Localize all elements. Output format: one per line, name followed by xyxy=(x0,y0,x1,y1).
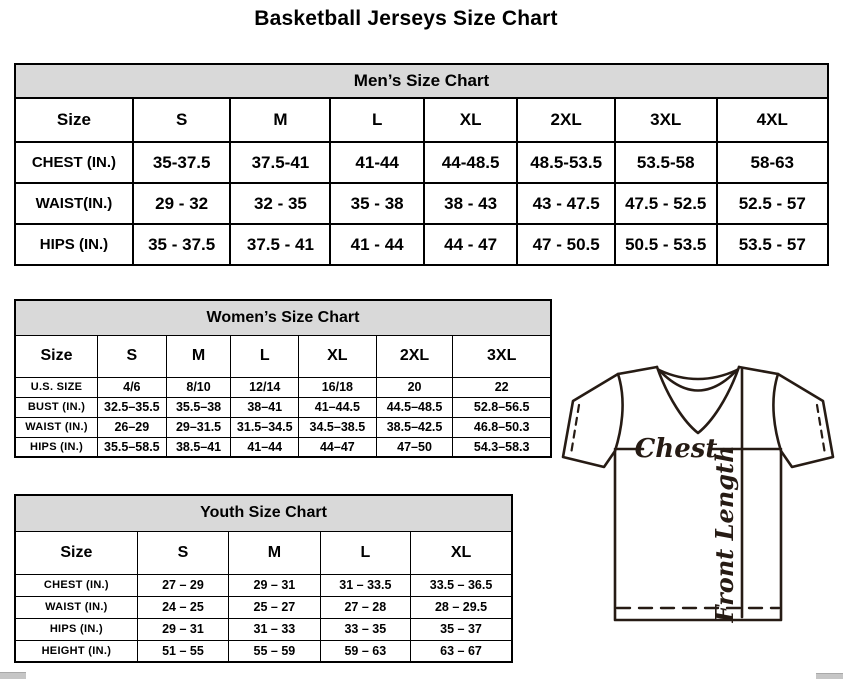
men-measurement-row xyxy=(15,142,828,183)
men-value-cell: 53.5-58 xyxy=(615,142,717,183)
horizontal-scrollbar-fragment-right[interactable] xyxy=(816,673,843,679)
men-row-label: HIPS (IN.) xyxy=(15,224,133,265)
youth-value-cell: 29 – 31 xyxy=(229,574,320,596)
men-value-cell: 44-48.5 xyxy=(424,142,517,183)
men-measurement-row xyxy=(15,224,828,265)
women-measurement-row xyxy=(15,417,551,437)
youth-chart-title: Youth Size Chart xyxy=(15,495,512,531)
youth-value-cell: 33.5 – 36.5 xyxy=(411,574,512,596)
youth-size-header-0: Size xyxy=(15,531,137,574)
youth-size-header-1: S xyxy=(137,531,228,574)
women-value-cell: 38.5–42.5 xyxy=(376,417,453,437)
front-length-label: Front Length xyxy=(710,445,739,623)
men-value-cell: 35-37.5 xyxy=(133,142,231,183)
women-row-label: U.S. SIZE xyxy=(15,377,98,397)
youth-value-cell: 63 – 67 xyxy=(411,640,512,662)
men-value-cell: 50.5 - 53.5 xyxy=(615,224,717,265)
women-size-header-5: 2XL xyxy=(376,335,453,377)
women-value-cell: 31.5–34.5 xyxy=(231,417,299,437)
men-value-cell: 52.5 - 57 xyxy=(717,183,828,224)
men-size-header-0: Size xyxy=(15,98,133,142)
left-armhole-seam xyxy=(615,374,623,451)
men-chart-title: Men’s Size Chart xyxy=(15,64,828,98)
men-size-header-4: XL xyxy=(424,98,517,142)
youth-size-header-3: L xyxy=(320,531,410,574)
v-neck-outline xyxy=(657,367,739,433)
youth-value-cell: 24 – 25 xyxy=(137,596,228,618)
men-size-header-1: S xyxy=(133,98,231,142)
women-value-cell: 38–41 xyxy=(231,397,299,417)
youth-measurement-row xyxy=(15,596,512,618)
youth-value-cell: 31 – 33 xyxy=(229,618,320,640)
youth-row-label: CHEST (IN.) xyxy=(15,574,137,596)
youth-size-header-4: XL xyxy=(411,531,512,574)
women-value-cell: 35.5–38 xyxy=(166,397,231,417)
men-value-cell: 41 - 44 xyxy=(330,224,423,265)
women-row-label: HIPS (IN.) xyxy=(15,437,98,457)
women-value-cell: 12/14 xyxy=(231,377,299,397)
women-size-header-6: 3XL xyxy=(453,335,551,377)
men-value-cell: 35 - 37.5 xyxy=(133,224,231,265)
jersey-measurement-diagram xyxy=(558,354,840,628)
women-value-cell: 44–47 xyxy=(299,437,377,457)
women-value-cell: 26–29 xyxy=(98,417,167,437)
youth-value-cell: 27 – 29 xyxy=(137,574,228,596)
horizontal-scrollbar-fragment-left[interactable] xyxy=(0,672,26,679)
men-size-header-5: 2XL xyxy=(517,98,615,142)
youth-value-cell: 51 – 55 xyxy=(137,640,228,662)
men-value-cell: 47.5 - 52.5 xyxy=(615,183,717,224)
youth-value-cell: 31 – 33.5 xyxy=(320,574,410,596)
women-value-cell: 32.5–35.5 xyxy=(98,397,167,417)
youth-value-cell: 59 – 63 xyxy=(320,640,410,662)
youth-value-cell: 55 – 59 xyxy=(229,640,320,662)
men-row-label: CHEST (IN.) xyxy=(15,142,133,183)
men-value-cell: 43 - 47.5 xyxy=(517,183,615,224)
men-size-header-7: 4XL xyxy=(717,98,828,142)
women-size-header-1: S xyxy=(98,335,167,377)
youth-value-cell: 29 – 31 xyxy=(137,618,228,640)
women-value-cell: 4/6 xyxy=(98,377,167,397)
youth-value-cell: 27 – 28 xyxy=(320,596,410,618)
women-size-header-4: XL xyxy=(299,335,377,377)
women-value-cell: 46.8–50.3 xyxy=(453,417,551,437)
women-row-label: WAIST (IN.) xyxy=(15,417,98,437)
men-measurement-row xyxy=(15,183,828,224)
women-chart-title: Women’s Size Chart xyxy=(15,300,551,335)
men-size-header-6: 3XL xyxy=(615,98,717,142)
women-value-cell: 41–44.5 xyxy=(299,397,377,417)
women-value-cell: 35.5–58.5 xyxy=(98,437,167,457)
men-value-cell: 37.5 - 41 xyxy=(230,224,330,265)
youth-measurement-row xyxy=(15,640,512,662)
women-value-cell: 20 xyxy=(376,377,453,397)
collar-back-arc xyxy=(659,370,737,379)
women-size-header-0: Size xyxy=(15,335,98,377)
men-value-cell: 29 - 32 xyxy=(133,183,231,224)
youth-value-cell: 33 – 35 xyxy=(320,618,410,640)
men-value-cell: 48.5-53.5 xyxy=(517,142,615,183)
chest-label: Chest xyxy=(634,434,718,464)
women-measurement-row xyxy=(15,397,551,417)
youth-measurement-row xyxy=(15,574,512,596)
women-value-cell: 8/10 xyxy=(166,377,231,397)
body-outline xyxy=(615,451,781,620)
men-size-header-2: M xyxy=(230,98,330,142)
page-title: Basketball Jerseys Size Chart xyxy=(254,7,558,30)
right-armhole-seam xyxy=(773,374,781,451)
youth-size-chart-table xyxy=(14,494,513,663)
women-value-cell: 47–50 xyxy=(376,437,453,457)
women-value-cell: 44.5–48.5 xyxy=(376,397,453,417)
youth-value-cell: 25 – 27 xyxy=(229,596,320,618)
women-value-cell: 52.8–56.5 xyxy=(453,397,551,417)
men-value-cell: 38 - 43 xyxy=(424,183,517,224)
men-value-cell: 53.5 - 57 xyxy=(717,224,828,265)
women-value-cell: 54.3–58.3 xyxy=(453,437,551,457)
youth-row-label: HIPS (IN.) xyxy=(15,618,137,640)
women-size-header-3: L xyxy=(231,335,299,377)
youth-measurement-row xyxy=(15,618,512,640)
men-value-cell: 44 - 47 xyxy=(424,224,517,265)
men-size-chart-table xyxy=(14,63,829,266)
women-value-cell: 38.5–41 xyxy=(166,437,231,457)
women-value-cell: 34.5–38.5 xyxy=(299,417,377,437)
women-size-chart-table xyxy=(14,299,552,458)
youth-row-label: WAIST (IN.) xyxy=(15,596,137,618)
women-value-cell: 22 xyxy=(453,377,551,397)
men-size-header-3: L xyxy=(330,98,423,142)
youth-size-header-2: M xyxy=(229,531,320,574)
women-measurement-row xyxy=(15,377,551,397)
youth-value-cell: 35 – 37 xyxy=(411,618,512,640)
women-row-label: BUST (IN.) xyxy=(15,397,98,417)
men-value-cell: 37.5-41 xyxy=(230,142,330,183)
men-value-cell: 58-63 xyxy=(717,142,828,183)
youth-value-cell: 28 – 29.5 xyxy=(411,596,512,618)
women-measurement-row xyxy=(15,437,551,457)
women-size-header-2: M xyxy=(166,335,231,377)
men-value-cell: 35 - 38 xyxy=(330,183,423,224)
women-value-cell: 16/18 xyxy=(299,377,377,397)
men-row-label: WAIST(IN.) xyxy=(15,183,133,224)
men-value-cell: 41-44 xyxy=(330,142,423,183)
men-value-cell: 47 - 50.5 xyxy=(517,224,615,265)
women-value-cell: 29–31.5 xyxy=(166,417,231,437)
women-value-cell: 41–44 xyxy=(231,437,299,457)
youth-row-label: HEIGHT (IN.) xyxy=(15,640,137,662)
men-value-cell: 32 - 35 xyxy=(230,183,330,224)
